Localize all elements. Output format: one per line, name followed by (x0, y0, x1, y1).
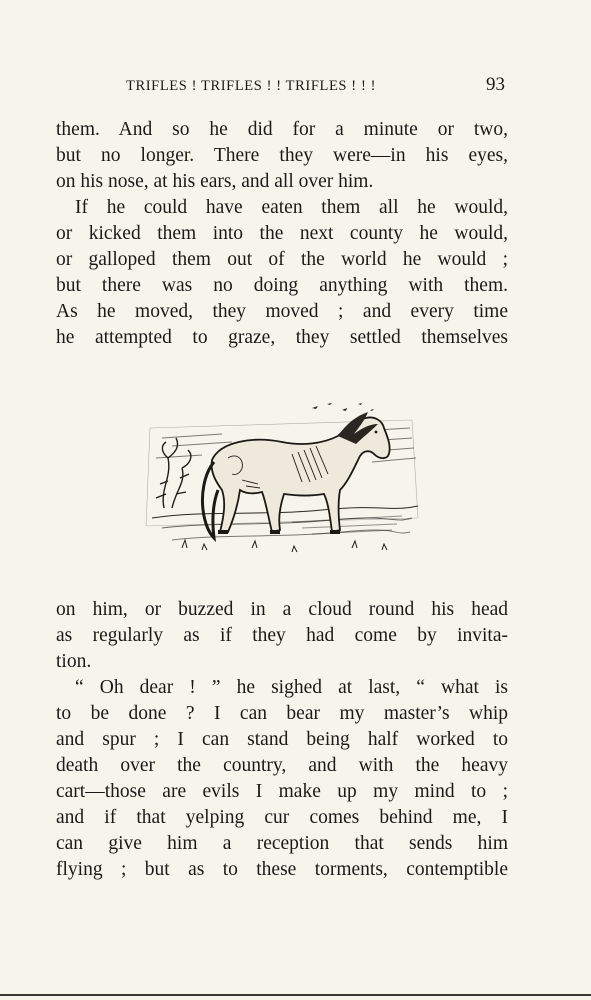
running-head (60, 74, 505, 96)
text-line: but no longer. There they were—in his eyes, (56, 145, 508, 166)
text-line: and spur ; I can stand being half worked to (56, 729, 508, 750)
text-line: If he could have eaten them all he would, (75, 197, 508, 218)
page-edge-rule (0, 994, 591, 996)
text-line: on his nose, at his ears, and all over him. (56, 171, 374, 192)
body-text-top (56, 117, 508, 351)
text-line: death over the country, and with the heavy (56, 755, 508, 776)
horse-engraving-icon (142, 398, 422, 562)
text-line: cart—those are evils I make up my mind to ; (56, 781, 508, 802)
text-line: can give him a reception that sends him (56, 833, 508, 854)
running-title: TRIFLES ! TRIFLES ! ! TRIFLES ! ! ! (126, 78, 377, 94)
text-line: or kicked them into the next county he would, (56, 223, 508, 244)
page-number: 93 (486, 74, 505, 95)
text-line: or galloped them out of the world he would ; (56, 249, 508, 270)
body-text-bottom (56, 597, 508, 883)
text-line: on him, or buzzed in a cloud round his head (56, 599, 508, 620)
text-line: he attempted to graze, they settled themselves (56, 327, 508, 348)
text-line: as regularly as if they had come by invita- (56, 625, 508, 646)
text-line: but there was no doing anything with them. (56, 275, 508, 296)
text-line: tion. (56, 651, 92, 672)
text-line: them. And so he did for a minute or two, (56, 119, 508, 140)
text-line: to be done ? I can bear my master’s whip (56, 703, 508, 724)
text-line: flying ; but as to these torments, contemptible (56, 859, 508, 880)
text-line: As he moved, they moved ; and every time (56, 301, 508, 322)
text-line: and if that yelping cur comes behind me, I (56, 807, 508, 828)
text-line: “ Oh dear ! ” he sighed at last, “ what is (75, 677, 508, 698)
